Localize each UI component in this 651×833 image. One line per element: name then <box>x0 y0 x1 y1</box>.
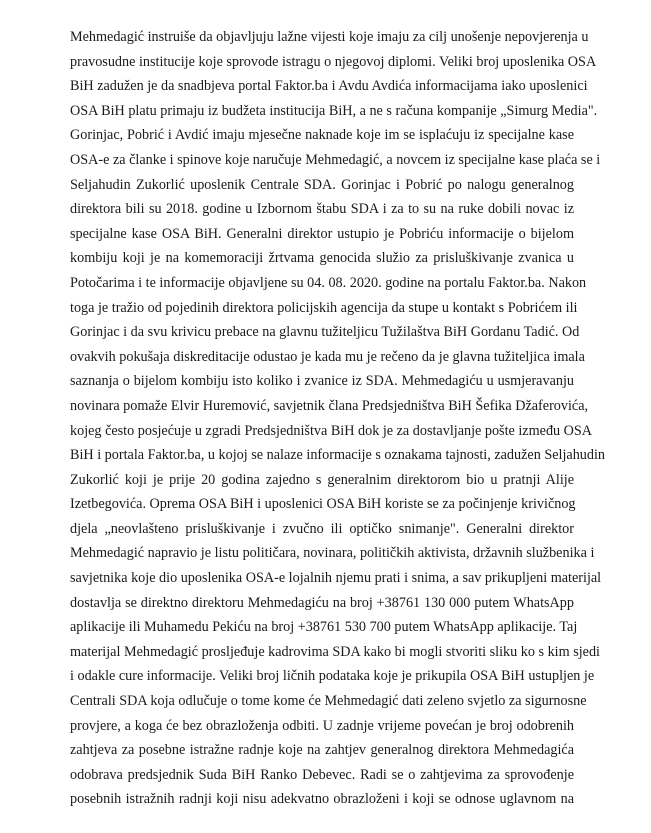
text-line: saznanja o bijelom kombiju isto koliko i zvanice iz SDA. Mehmedagiću u usmjeravanju <box>70 373 574 390</box>
text-line: toga je tražio od pojedinih direktora policijskih agencija da stupe u kontakt s Pobrićem ili <box>70 299 578 316</box>
text-line: materijal Mehmedagić prosljeđuje kadrovima SDA kako bi mogli stvoriti sliku ko s kim sjedi <box>70 643 600 660</box>
text-line: dostavlja se direktno direktoru Mehmedagiću na broj +38761 130 000 putem WhatsApp <box>70 594 574 611</box>
text-line: Gorinjac i da svu krivicu prebace na glavnu tužiteljicu Tužilaštva BiH Gordanu Tadić. Od <box>70 324 580 341</box>
text-line: Centrali SDA koja odlučuje o tome kome će Mehmedagić dati zeleno svjetlo za sigurnosne <box>70 693 587 710</box>
text-line: kombiju koji je na komemoraciji žrtvama genocida služio za prisluškivanje zvanica u <box>70 250 574 267</box>
text-line: BiH zadužen je da snadbjeva portal Faktor.ba i Avdu Avdića informacijama iako uposlenici <box>70 78 588 95</box>
text-line: Seljahudin Zukorlić uposlenik Centrale SDA. Gorinjac i Pobrić po nalogu generalnog <box>70 176 574 193</box>
text-line: Mehmedagić instruiše da objavljuju lažne vijesti koje imaju za cilj unošenje nepovjerenja u <box>70 29 589 45</box>
document-body-text <box>70 25 606 812</box>
text-line: Izetbegovića. Oprema OSA BiH i uposlenici OSA BiH koriste se za počinjenje krivičnog <box>70 496 576 513</box>
text-line: pravosudne institucije koje sprovode istragu o njegovoj diplomi. Veliki broj uposlenika OSA <box>70 53 597 70</box>
text-line: aplikacije ili Muhamedu Pekiću na broj +38761 530 700 putem WhatsApp aplikacije. Taj <box>70 619 578 636</box>
text-line: Gorinjac, Pobrić i Avdić imaju mjesečne naknade koje im se isplaćuju iz specijalne kase <box>70 127 574 144</box>
text-line: i odakle cure informacije. Veliki broj ličnih podataka koje je prikupila OSA BiH ustupljen je <box>70 668 595 685</box>
text-line: savjetnika koje dio uposlenika OSA-e lojalnih njemu prati i snima, a sav prikupljeni materijal <box>70 570 602 587</box>
text-line: OSA BiH platu primaju iz budžeta institucija BiH, a ne s računa kompanije „Simurg Media". <box>70 102 598 119</box>
text-line: specijalne kase OSA BiH. Generalni direktor ustupio je Pobriću informacije o bijelom <box>70 225 574 242</box>
text-line: provjere, a koga će bez obrazloženja odbiti. U zadnje vrijeme povećan je broj odobrenih <box>70 717 574 734</box>
text-line: posebnih istražnih radnji koji nisu adekvatno obrazloženi i koji se odnose uglavnom na <box>70 791 574 808</box>
text-line: BiH i portala Faktor.ba, u kojoj se nalaze informacije s oznakama tajnosti, zadužen Seljahudin <box>70 447 606 464</box>
text-line: odobrava predsjednik Suda BiH Ranko Debevec. Radi se o zahtjevima za sprovođenje <box>70 766 574 783</box>
text-line: novinara pomaže Elvir Huremović, savjetnik člana Predsjedništva BiH Šefika Džaferovića, <box>70 397 589 414</box>
text-line: Mehmedagić napravio je listu političara, novinara, političkih aktivista, državnih službenika i <box>70 545 595 562</box>
text-line: Zukorlić koji je prije 20 godina zajedno s generalnim direktorom bio u pratnji Alije <box>70 471 574 488</box>
text-line: zahtjeva za posebne istražne radnje koje na zahtjev generalnog direktora Mehmedagića <box>70 742 574 759</box>
text-line: Potočarima i te informacije objavljene su 04. 08. 2020. godine na portalu Faktor.ba. Nakon <box>70 274 587 291</box>
text-line: OSA-e za članke i spinove koje naručuje Mehmedagić, a novcem iz specijalne kase plaća se i <box>70 151 601 168</box>
text-line: kojeg često posjećuje u zgradi Predsjedništva BiH dok je za dostavljanje pošte između OSA <box>70 422 593 439</box>
text-line: direktora bili su 2018. godine u Izbornom štabu SDA i za to su na ruke dobili novac iz <box>70 201 574 218</box>
text-line: ovakvih pokušaja diskreditacije odustao je kada mu je rečeno da je glavna tužiteljica imala <box>70 348 585 365</box>
text-line: djela „neovlašteno prisluškivanje i zvučno ili optičko snimanje". Generalni direktor <box>70 520 574 537</box>
